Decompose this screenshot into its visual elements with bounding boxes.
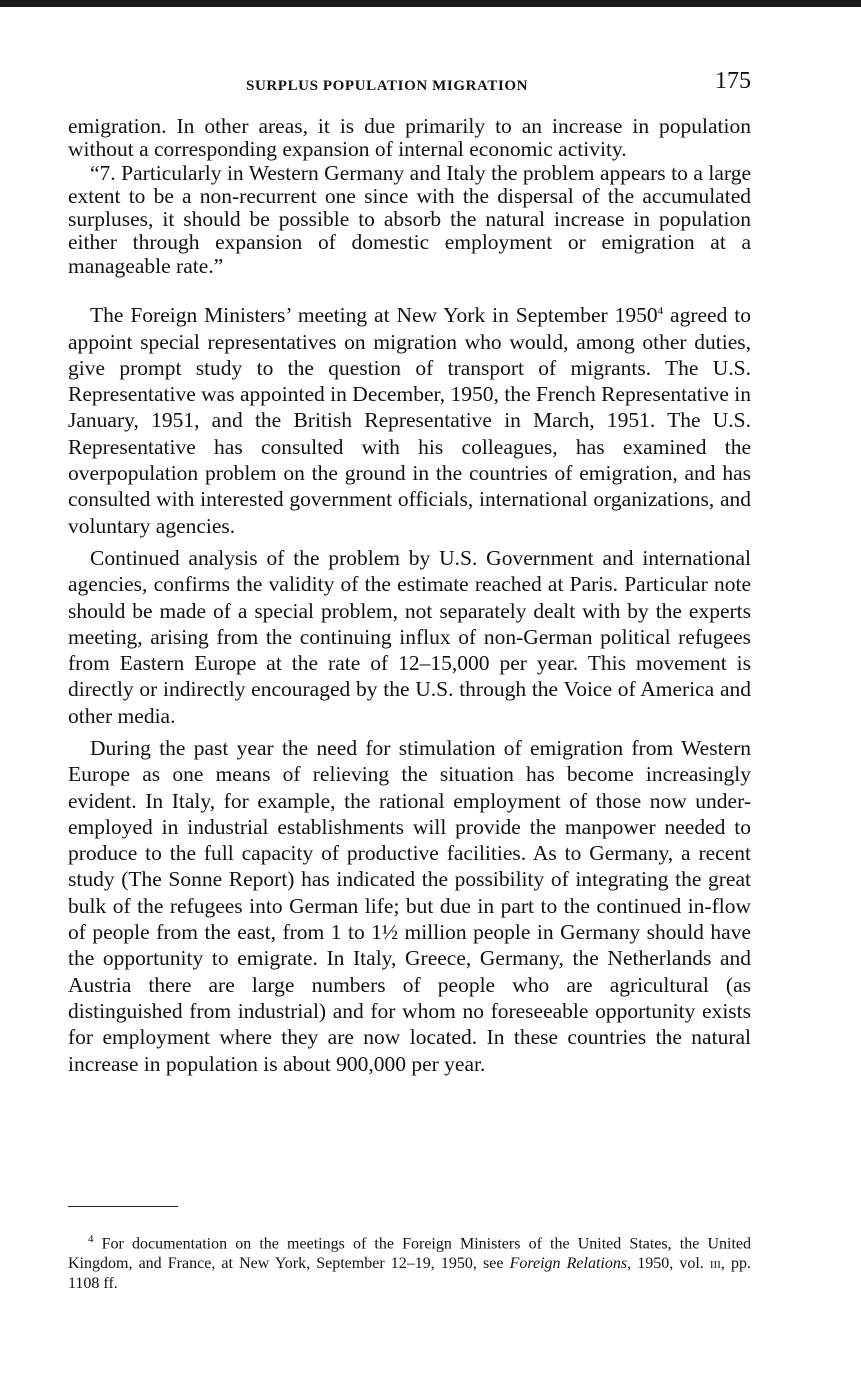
paragraph-3: During the past year the need for stimulation of emigration from Western Europe as one means of relieving the situation has become increasingly evident. In Italy, for example, the rational employment of those now under-employed in industrial establishments will provide the manpower needed to produce to the full capacity of productive facilities. As to Germany, a recent study (The Sonne Report) has indicated the possibility of integrating the great bulk of the refugees into German life; but due in part to the continued in-flow of people from the east, from 1 to 1½ million people in Germany should have the opportunity to emigrate. In Italy, Greece, Germany, the Netherlands and Austria there are large numbers of people who are agricultural (as distinguished from industrial) and for whom no foreseeable opportunity exists for employment where they are now located. In these countries the natural increase in population is about 900,000 per year. [68, 735, 751, 1076]
paragraph-2: Continued analysis of the problem by U.S. Government and international agencies, confirms the validity of the estimate reached at Paris. Particular note should be made of a special problem, not separately dealt with by the experts meeting, arising from the continuing influx of non-German political refugees from Eastern Europe at the rate of 12–15,000 per year. This movement is directly or indirectly encouraged by the U.S. through the Voice of America and other media. [68, 545, 751, 728]
footnote-title: Foreign Relations, [509, 1255, 632, 1273]
page-header [68, 68, 751, 100]
body-text [68, 115, 751, 1077]
footnote [68, 1229, 751, 1294]
footnote-marker: 4 [88, 1233, 94, 1245]
paragraph-gap [68, 278, 751, 298]
footnote-rule [68, 1206, 178, 1207]
running-head: SURPLUS POPULATION MIGRATION [246, 78, 529, 94]
footnote-text-a: For documentation on the meetings of the Foreign Ministers of the United States, the United Kingdom, and France, at New York, September 12–19, 1950, see [68, 1235, 752, 1273]
footnote-reference[interactable]: 4 [657, 305, 664, 318]
top-border-rule [0, 0, 861, 7]
paragraph-1-text-b: agreed to appoint special representatives on migration who would, among other duties, give prompt study to the question of transport of migrants. The U.S. Representative was appointed in December, 1950, the French Representative in January, 1951, and the British Representative in March, 1951. The U.S. Representative has consulted with his colleagues, has examined the overpopulation problem on the ground in the countries of emigration, and has consulted with interested government officials, international organizations, and voluntary agencies. [68, 303, 751, 538]
footnote-text-c: , pp. 1108 ff. [68, 1255, 752, 1293]
page-number: 175 [715, 68, 751, 94]
quote-paragraph-1: emigration. In other areas, it is due primarily to an increase in population without a corresponding expansion of internal economic activity. [68, 114, 751, 162]
footnote-text-b: 1950, vol. [631, 1255, 710, 1273]
paragraph-1 [68, 298, 751, 539]
paragraph-1-text-a: The Foreign Ministers’ meeting at New York in September 1950 [90, 303, 658, 328]
quote-paragraph-2: “7. Particularly in Western Germany and Italy the problem appears to a large extent to be a non-recurrent one since with the dispersal of the accumulated surpluses, it should be possible to absorb the natural increase in population either through expansion of domestic employment or emigration at a manageable rate.” [68, 160, 751, 278]
footnote-volume: iii [709, 1255, 721, 1273]
